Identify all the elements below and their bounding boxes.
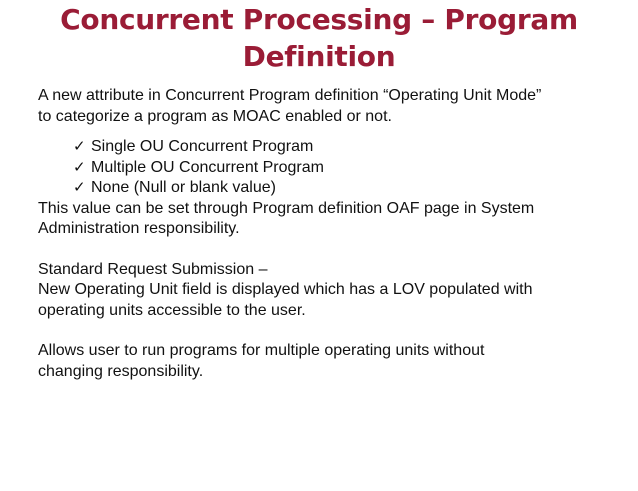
setting-line-2: Administration responsibility. [38, 220, 240, 237]
spacer [38, 321, 618, 341]
check-icon: ✓ [73, 158, 86, 176]
allows-line-1: Allows user to run programs for multiple operating units without [38, 342, 485, 359]
check-icon: ✓ [73, 138, 86, 155]
intro-line-2: to categorize a program as MOAC enabled or not. [38, 107, 392, 125]
list-item-multiple-ou [38, 158, 618, 179]
slide-title [10, 1, 628, 75]
slide-body [38, 86, 618, 382]
slide-title-line-1: Concurrent Processing – Program [60, 3, 578, 36]
intro-paragraph [38, 86, 618, 127]
list-item-label: Single OU Concurrent Program [91, 138, 314, 155]
check-icon: ✓ [73, 179, 86, 196]
allows-paragraph [38, 341, 618, 382]
srs-paragraph [38, 260, 618, 322]
srs-line-1: New Operating Unit field is displayed which has a LOV populated with [38, 281, 533, 298]
srs-line-2: operating units accessible to the user. [38, 301, 306, 319]
operating-unit-mode-list [38, 137, 618, 199]
intro-line-1: A new attribute in Concurrent Program definition “Operating Unit Mode” [38, 87, 542, 104]
list-item-none [38, 178, 618, 199]
slide-title-line-2: Definition [242, 40, 396, 73]
setting-paragraph [38, 199, 618, 240]
list-item-single-ou [38, 137, 618, 158]
setting-line-1: This value can be set through Program definition OAF page in System [38, 199, 535, 217]
srs-heading: Standard Request Submission – [38, 260, 268, 278]
spacer [38, 240, 618, 260]
allows-line-2: changing responsibility. [38, 362, 204, 380]
list-item-label: None (Null or blank value) [91, 179, 276, 196]
list-item-label: Multiple OU Concurrent Program [91, 158, 324, 176]
